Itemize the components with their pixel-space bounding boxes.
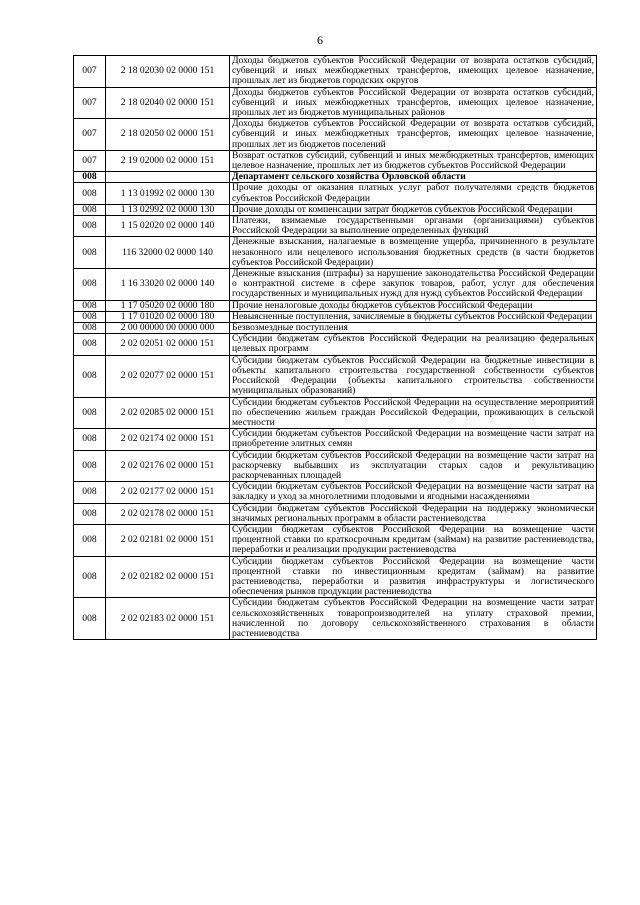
budget-code-cell: 2 18 02040 02 0000 151 <box>106 87 230 119</box>
table-row <box>74 429 597 450</box>
budget-code-cell: 2 02 02174 02 0000 151 <box>106 429 230 450</box>
admin-code-cell: 008 <box>74 450 106 482</box>
budget-code-cell: 1 13 01992 02 0000 130 <box>106 183 230 204</box>
table-row <box>74 150 597 171</box>
admin-code-cell: 008 <box>74 503 106 524</box>
budget-code-cell: 1 17 01020 02 0000 180 <box>106 311 230 322</box>
description-cell: Субсидии бюджетам субъектов Российской Федерации на осуществление мероприятий по обеспечению жильем граждан Российской Федерации, проживающих в сельской местности <box>230 397 597 429</box>
admin-code-cell: 007 <box>74 119 106 151</box>
admin-code-cell: 008 <box>74 300 106 311</box>
table-row <box>74 87 597 119</box>
table-row <box>74 119 597 151</box>
description-cell: Невыясненные поступления, зачисляемые в бюджеты субъектов Российской Федерации <box>230 311 597 322</box>
admin-code-cell: 008 <box>74 311 106 322</box>
table-row <box>74 56 597 88</box>
budget-code-cell: 2 00 00000 00 0000 000 <box>106 323 230 334</box>
table-body <box>74 56 597 640</box>
budget-code-cell: 2 02 02183 02 0000 151 <box>106 598 230 640</box>
table-row <box>74 450 597 482</box>
budget-code-cell: 1 13 02992 02 0000 130 <box>106 204 230 215</box>
description-cell: Доходы бюджетов субъектов Российской Федерации от возврата остатков субсидий, субвенций и иных межбюджетных трансфертов, имеющих целевое назначение, прошлых лет из бюджетов поселений <box>230 119 597 151</box>
admin-code-cell: 008 <box>74 598 106 640</box>
budget-code-cell: 2 02 02181 02 0000 151 <box>106 524 230 556</box>
table-row <box>74 397 597 429</box>
table-row <box>74 598 597 640</box>
budget-code-cell: 2 19 02000 02 0000 151 <box>106 150 230 171</box>
description-cell: Платежи, взимаемые государственными органами (организациями) субъектов Российской Федерации за выполнение определенных функций <box>230 216 597 237</box>
table-row <box>74 216 597 237</box>
table-row <box>74 183 597 204</box>
budget-code-cell: 2 18 02030 02 0000 151 <box>106 56 230 88</box>
table-row <box>74 300 597 311</box>
description-cell: Субсидии бюджетам субъектов Российской Федерации на возмещение части затрат сельскохозяйственных товаропроизводителей на уплату страховой премии, начисленной по договору сельскохозяйственного страхования в области растениеводства <box>230 598 597 640</box>
admin-code-cell: 008 <box>74 556 106 598</box>
description-cell: Прочие доходы от компенсации затрат бюджетов субъектов Российской Федерации <box>230 204 597 215</box>
budget-code-cell <box>106 172 230 183</box>
description-cell: Департамент сельского хозяйства Орловской области <box>230 172 597 183</box>
description-cell: Субсидии бюджетам субъектов Российской Федерации на бюджетные инвестиции в объекты капитального строительства государственной собственности субъектов Российской Федерации (объекты капитального строительства собственности муниципальных образований) <box>230 355 597 397</box>
admin-code-cell: 008 <box>74 183 106 204</box>
table-row <box>74 556 597 598</box>
description-cell: Субсидии бюджетам субъектов Российской Федерации на возмещение части процентной ставки по краткосрочным кредитам (займам) на развитие растениеводства, переработки и реализации продукции растениеводства <box>230 524 597 556</box>
budget-code-cell: 2 02 02051 02 0000 151 <box>106 334 230 355</box>
description-cell: Прочие доходы от оказания платных услуг работ получателями средств бюджетов субъектов Российской Федерации <box>230 183 597 204</box>
description-cell: Субсидии бюджетам субъектов Российской Федерации на возмещение части затрат на приобретение элитных семян <box>230 429 597 450</box>
admin-code-cell: 008 <box>74 172 106 183</box>
table-row <box>74 237 597 269</box>
page-number: 6 <box>317 33 323 47</box>
admin-code-cell: 008 <box>74 204 106 215</box>
table-row <box>74 269 597 301</box>
description-cell: Возврат остатков субсидий, субвенций и иных межбюджетных трансфертов, имеющих целевое назначение, прошлых лет из бюджетов субъектов Российской Федерации <box>230 150 597 171</box>
description-cell: Денежные взыскания (штрафы) за нарушение законодательства Российской Федерации о контрактной системе в сфере закупок товаров, работ, услуг для обеспечения государственных и муниципальных нужд для нужд субъектов Российской Федерации <box>230 269 597 301</box>
admin-code-cell: 008 <box>74 269 106 301</box>
table-row <box>74 524 597 556</box>
admin-code-cell: 008 <box>74 323 106 334</box>
admin-code-cell: 008 <box>74 237 106 269</box>
budget-code-cell: 2 02 02176 02 0000 151 <box>106 450 230 482</box>
budget-code-cell: 1 15 02020 02 0000 140 <box>106 216 230 237</box>
admin-code-cell: 008 <box>74 482 106 503</box>
admin-code-cell: 008 <box>74 355 106 397</box>
budget-code-cell: 2 02 02177 02 0000 151 <box>106 482 230 503</box>
description-cell: Доходы бюджетов субъектов Российской Федерации от возврата остатков субсидий, субвенций и иных межбюджетных трансфертов, имеющих целевое назначение, прошлых лет из бюджетов городских округов <box>230 56 597 88</box>
description-cell: Субсидии бюджетам субъектов Российской Федерации на возмещение части процентной ставки по инвестиционным кредитам (займам) на развитие растениеводства, переработки и развития инфраструктуры и логистического обеспечения рынков продукции растениеводства <box>230 556 597 598</box>
table-row <box>74 334 597 355</box>
description-cell: Прочие неналоговые доходы бюджетов субъектов Российской Федерации <box>230 300 597 311</box>
admin-code-cell: 007 <box>74 87 106 119</box>
table-row <box>74 503 597 524</box>
budget-code-cell: 2 02 02182 02 0000 151 <box>106 556 230 598</box>
description-cell: Субсидии бюджетам субъектов Российской Федерации на поддержку экономически значимых региональных программ в области растениеводства <box>230 503 597 524</box>
admin-code-cell: 008 <box>74 397 106 429</box>
description-cell: Субсидии бюджетам субъектов Российской Федерации на возмещение части затрат на раскорчевку выбывших из эксплуатации старых садов и рекультивацию раскорчеванных площадей <box>230 450 597 482</box>
table-row <box>74 311 597 322</box>
description-cell: Субсидии бюджетам субъектов Российской Федерации на реализацию федеральных целевых программ <box>230 334 597 355</box>
admin-code-cell: 007 <box>74 56 106 88</box>
admin-code-cell: 008 <box>74 429 106 450</box>
description-cell: Денежные взыскания, налагаемые в возмещение ущерба, причиненного в результате незаконного или нецелевого использования бюджетных средств (в части бюджетов субъектов Российской Федерации) <box>230 237 597 269</box>
admin-code-cell: 008 <box>74 216 106 237</box>
budget-code-cell: 1 17 05020 02 0000 180 <box>106 300 230 311</box>
admin-code-cell: 007 <box>74 150 106 171</box>
admin-code-cell: 008 <box>74 334 106 355</box>
budget-code-cell: 2 02 02178 02 0000 151 <box>106 503 230 524</box>
description-cell: Субсидии бюджетам субъектов Российской Федерации на возмещение части затрат на закладку и уход за многолетними плодовыми и ягодными насаждениями <box>230 482 597 503</box>
budget-code-cell: 2 02 02085 02 0000 151 <box>106 397 230 429</box>
budget-code-cell: 2 02 02077 02 0000 151 <box>106 355 230 397</box>
description-cell: Доходы бюджетов субъектов Российской Федерации от возврата остатков субсидий, субвенций и иных межбюджетных трансфертов, имеющих целевое назначение, прошлых лет из бюджетов муниципальных районов <box>230 87 597 119</box>
description-cell: Безвозмездные поступления <box>230 323 597 334</box>
budget-code-cell: 2 18 02050 02 0000 151 <box>106 119 230 151</box>
department-header-row <box>74 172 597 183</box>
table-row <box>74 323 597 334</box>
budget-code-cell: 1 16 33020 02 0000 140 <box>106 269 230 301</box>
table-row <box>74 204 597 215</box>
table-row <box>74 355 597 397</box>
budget-classification-table <box>73 55 597 640</box>
budget-code-cell: 116 32000 02 0000 140 <box>106 237 230 269</box>
table-row <box>74 482 597 503</box>
admin-code-cell: 008 <box>74 524 106 556</box>
